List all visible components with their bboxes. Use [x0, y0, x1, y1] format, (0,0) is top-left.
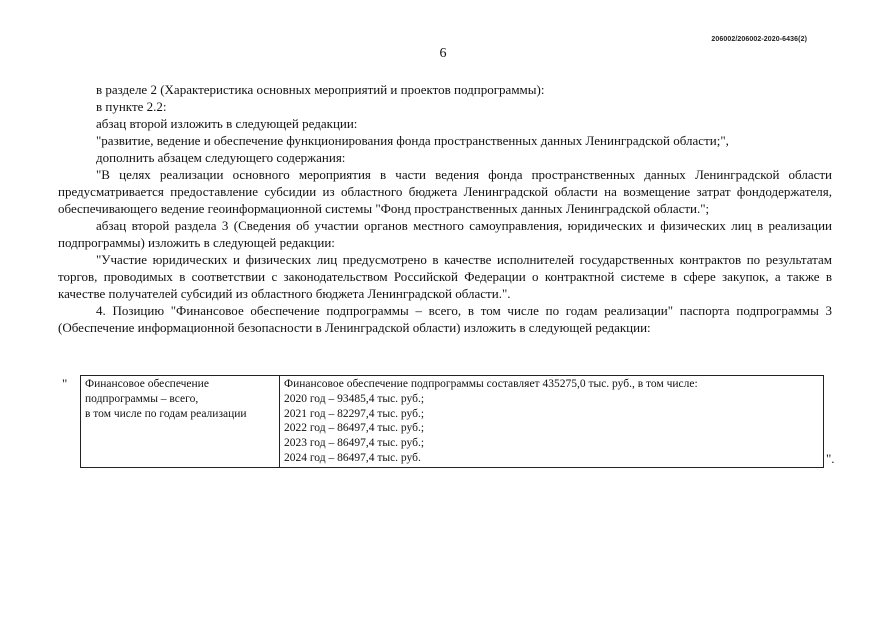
paragraph: дополнить абзацем следующего содержания:	[96, 150, 346, 165]
paragraph: в пункте 2.2:	[96, 99, 167, 114]
paragraph: абзац второй изложить в следующей редакции:	[96, 116, 358, 131]
paragraph: "В целях реализации основного мероприятия в части ведения фонда пространственных данных Ленинградской области предусматривается предоставление субсидии из областного бюджета Ленинградской области на возмещение затрат фондодержателя, обеспечивающего ведение геоинформационной системы "Фонд пространственных данных Ленинградской области.";	[58, 167, 832, 216]
paragraph: "развитие, ведение и обеспечение функционирования фонда пространственных данных Ленинградской области;",	[96, 133, 729, 148]
label-line: в том числе по годам реализации	[85, 407, 247, 420]
value-line: 2021 год – 82297,4 тыс. руб.;	[284, 407, 425, 420]
value-line: Финансовое обеспечение подпрограммы составляет 435275,0 тыс. руб., в том числе:	[284, 378, 698, 390]
table-label-cell	[81, 376, 280, 468]
value-line: 2024 год – 86497,4 тыс. руб.	[284, 451, 421, 464]
value-line: 2020 год – 93485,4 тыс. руб.;	[284, 392, 425, 405]
paragraph: "Участие юридических и физических лиц предусмотрено в качестве исполнителей государственных контрактов по результатам торгов, проводимых в соответствии с законодательством Российской Федерации о контрактной системе в сфере закупок, а также в качестве получателей субсидий из областного бюджета Ленинградской области.".	[58, 252, 832, 301]
document-id: 206002/206002-2020-6436(2)	[711, 36, 807, 43]
paragraph: абзац второй раздела 3 (Сведения об участии органов местного самоуправления, юридических и физических лиц в реализации подпрограммы) изложить в следующей редакции:	[58, 218, 832, 250]
table-value-cell	[280, 376, 824, 468]
paragraph: 4. Позицию "Финансовое обеспечение подпрограммы – всего, в том числе по годам реализации" паспорта подпрограммы 3 (Обеспечение информационной безопасности в Ленинградской области) изложить в следующей редакции:	[58, 303, 832, 335]
opening-quote: "	[62, 376, 68, 391]
label-line: подпрограммы – всего,	[85, 392, 199, 405]
value-line: 2023 год – 86497,4 тыс. руб.;	[284, 437, 425, 450]
page-number: 6	[439, 46, 447, 61]
closing-quote: ".	[826, 451, 835, 466]
document-body	[58, 81, 832, 336]
funding-table	[80, 375, 824, 468]
table-row	[81, 376, 824, 468]
label-line: Финансовое обеспечение	[85, 378, 209, 390]
paragraph: в разделе 2 (Характеристика основных мероприятий и проектов подпрограммы):	[96, 82, 545, 97]
value-line: 2022 год – 86497,4 тыс. руб.;	[284, 422, 425, 435]
